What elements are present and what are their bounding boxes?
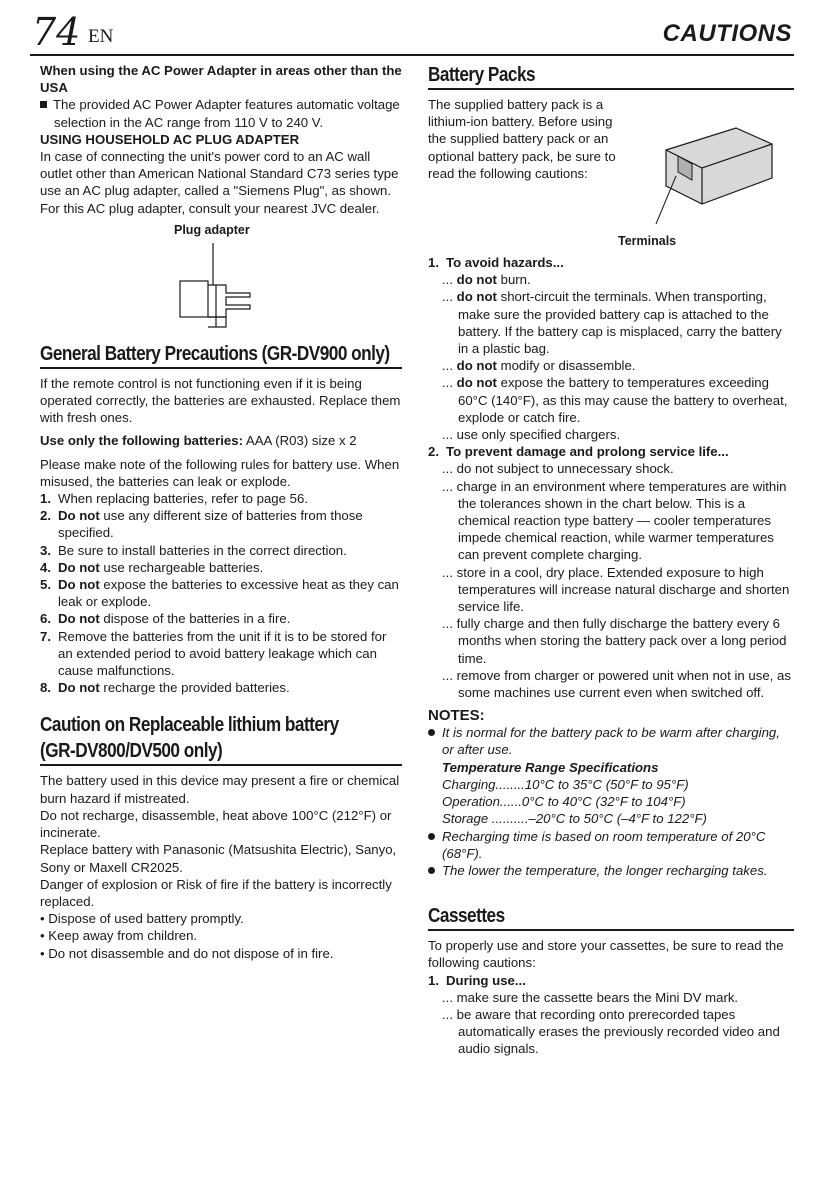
lithium-line: • Do not disassemble and do not dispose of in fire. xyxy=(40,945,334,961)
bullet-icon xyxy=(428,833,435,840)
lithium-line: Do not recharge, disassemble, heat above 100°C (212°F) or incinerate. xyxy=(40,807,392,841)
list-item: ... do not burn. xyxy=(442,272,531,288)
list-item: ... use only specified chargers. xyxy=(442,427,621,443)
bullet-icon xyxy=(428,867,435,874)
lithium-line: • Dispose of used battery promptly. xyxy=(40,911,244,927)
list-item: 6. Do not dispose of the batteries in a fire. xyxy=(40,611,291,627)
right-column xyxy=(428,62,794,1058)
bullet-icon xyxy=(428,729,435,736)
list-item: 2. To prevent damage and prolong service life... xyxy=(428,444,729,460)
battery-packs-intro: The supplied battery pack is a lithium-ion battery. Before using the supplied battery pack or an optional battery pack, be sure to read the following cautions: xyxy=(428,97,616,181)
spec-line: Charging........10°C to 35°C (50°F to 95°F) xyxy=(442,776,689,792)
list-item: ... do not modify or disassemble. xyxy=(442,358,636,374)
cassettes-header xyxy=(428,903,794,931)
page-language: EN xyxy=(88,26,114,47)
list-item: 1. When replacing batteries, refer to page 56. xyxy=(40,491,308,507)
list-item: ... do not subject to unnecessary shock. xyxy=(442,461,674,477)
list-item: ... fully charge and then fully discharge the battery every 6 months when storing the battery pack over a long period time. xyxy=(442,616,787,666)
general-precautions-title: General Battery Precautions (GR-DV900 only) xyxy=(40,342,390,365)
lithium-caution-header xyxy=(40,712,402,766)
plug-adapter-figure xyxy=(40,223,402,331)
general-precautions-header xyxy=(40,341,402,369)
notes-label: NOTES: xyxy=(428,707,485,725)
lithium-line: • Keep away from children. xyxy=(40,928,198,944)
cassettes-intro: To properly use and store your cassettes, be sure to read the following cautions: xyxy=(428,938,784,971)
general-use-line: Use only the following batteries: AAA (R03) size x 2 xyxy=(40,433,357,449)
list-item: ... remove from charger or powered unit when not in use, as some machines use current even when switched off. xyxy=(442,667,791,701)
list-item: 8. Do not recharge the provided batteries. xyxy=(40,680,290,696)
list-item: ... store in a cool, dry place. Extended exposure to high temperatures will increase natural discharge and shorten service life. xyxy=(442,564,790,615)
plug-adapter-icon xyxy=(40,223,402,331)
battery-packs-header xyxy=(428,62,794,90)
plug-adapter-label: Plug adapter xyxy=(174,222,250,237)
list-item: 5. Do not expose the batteries to excessive heat as they can leak or explode. xyxy=(40,577,399,610)
plug-adapter-heading: USING HOUSEHOLD AC PLUG ADAPTER xyxy=(40,131,300,147)
plug-adapter-dealer: For this AC plug adapter, consult your nearest JVC dealer. xyxy=(40,200,380,216)
ac-adapter-heading: When using the AC Power Adapter in areas other than the USA xyxy=(40,63,402,96)
list-item: ... charge in an environment where temperatures are within the tolerances shown in the chart below. This is a chemical reaction type battery — cooler temperatures impede chemical reaction, while warmer temperatures can prevent complete charging. xyxy=(442,478,787,563)
general-precautions-list xyxy=(40,490,402,696)
spec-title: Temperature Range Specifications xyxy=(442,759,659,775)
square-bullet-icon xyxy=(40,101,47,108)
list-item: 7. Remove the batteries from the unit if it is to be stored for an extended period to avoid battery leakage which can cause malfunctions. xyxy=(40,628,387,679)
battery-packs-intro-block xyxy=(428,96,794,254)
battery-packs-list-2 xyxy=(428,443,794,460)
list-item: 1. During use... xyxy=(428,972,526,988)
general-intro: If the remote control is not functioning even if it is being operated correctly, the batteries are exhausted. Replace them with fresh ones. xyxy=(40,375,401,426)
list-item: ... do not short-circuit the terminals. When transporting, make sure the provided battery cap is attached to the battery. If the battery cap is misplaced, carry the battery in a plastic bag. xyxy=(442,289,782,357)
list-item: ... be aware that recording onto prerecorded tapes automatically erases the previously recorded video and audio signals. xyxy=(442,1006,780,1057)
list-item: 2. Do not use any different size of batteries from those specified. xyxy=(40,508,363,541)
list-item: ... do not expose the battery to temperatures exceeding 60°C (140°F), as this may cause the battery to overheat, explode or catch fire. xyxy=(442,375,788,425)
lithium-caution-title-line2: (GR-DV800/DV500 only) xyxy=(40,740,223,763)
spec-line: Storage ..........–20°C to 50°C (–4°F to 122°F) xyxy=(442,811,707,827)
ac-adapter-bullet: The provided AC Power Adapter features automatic voltage selection in the AC range from 110 V to 240 V. xyxy=(40,96,402,130)
plug-adapter-para: In case of connecting the unit's power cord to an AC wall outlet other than American National Standard C73 series type use an AC plug adapter, called a "Siemens Plug", as shown. xyxy=(40,149,399,199)
left-column xyxy=(40,62,402,962)
battery-packs-list xyxy=(428,254,794,271)
terminals-label: Terminals xyxy=(618,234,677,248)
list-item: ... make sure the cassette bears the Mini DV mark. xyxy=(442,989,739,1005)
note-item: The lower the temperature, the longer recharging takes. xyxy=(428,862,794,879)
list-item: 3. Be sure to install batteries in the correct direction. xyxy=(40,542,347,558)
general-para: Please make note of the following rules for battery use. When misused, the batteries can leak or explode. xyxy=(40,456,400,489)
lithium-caution-title-line1: Caution on Replaceable lithium battery xyxy=(40,714,339,737)
page-number: 74 xyxy=(32,10,81,54)
list-item: 4. Do not use rechargeable batteries. xyxy=(40,559,264,575)
lithium-line: The battery used in this device may present a fire or chemical burn hazard if mistreated. xyxy=(40,773,400,806)
cassettes-title: Cassettes xyxy=(428,905,505,928)
spec-line: Operation......0°C to 40°C (32°F to 104°F) xyxy=(442,794,686,810)
page-header xyxy=(30,10,794,56)
list-item: 1. To avoid hazards... xyxy=(428,255,564,270)
lithium-line: Replace battery with Panasonic (Matsushita Electric), Sanyo, Sony or Maxell CR2025. xyxy=(40,842,397,875)
lithium-line: Danger of explosion or Risk of fire if the battery is incorrectly replaced. xyxy=(40,876,392,909)
battery-pack-icon xyxy=(626,120,776,230)
section-title: CAUTIONS xyxy=(662,20,792,47)
cassettes-list xyxy=(428,972,794,989)
note-item: It is normal for the battery pack to be warm after charging, or after use. xyxy=(428,724,794,758)
battery-packs-title: Battery Packs xyxy=(428,64,536,86)
note-item: Recharging time is based on room temperature of 20°C (68°F). xyxy=(428,828,794,862)
